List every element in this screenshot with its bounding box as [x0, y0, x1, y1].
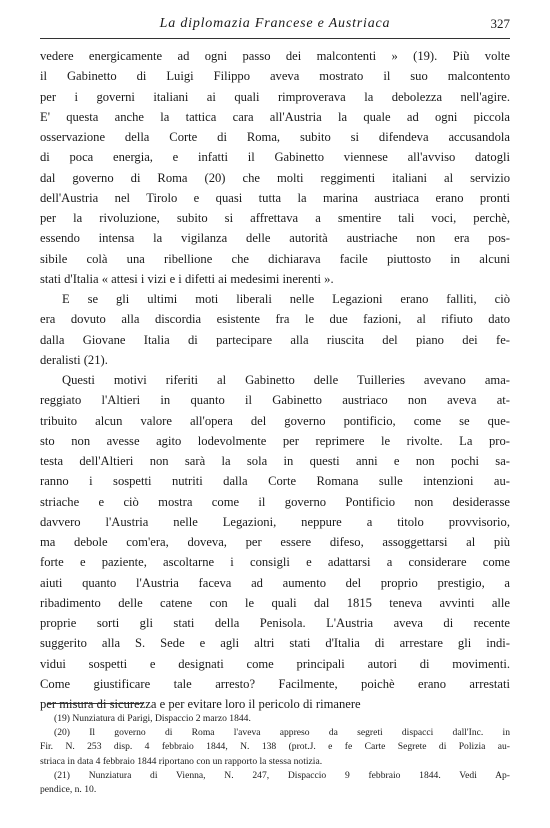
footnote-line: striaca in data 4 febbraio 1844 riportano con un rapporto la stessa notizia. — [40, 755, 323, 767]
body-text — [40, 46, 510, 714]
text-line: dell'Austria nel Tirolo e quasi tutta la marina austriaca erano pronti — [40, 190, 510, 205]
text-line: essendo intensa la vigilanza delle autorità austriache non era pos- — [40, 231, 510, 246]
footnotes — [40, 712, 510, 797]
text-line: testa dell'Altieri non sarà la sola in questi anni e non pochi sa- — [40, 454, 510, 468]
text-line: il Gabinetto di Luigi Filippo aveva mostrato il suo malcontento — [40, 69, 510, 84]
text-line: dalla Giovane Italia di partecipare alla riuscita del piano dei fe- — [40, 332, 510, 347]
text-line: proprie sorti gli stati della Penisola. L'Austria aveva di recente — [40, 616, 510, 630]
footnote-line: (19) Nunziatura di Parigi, Dispaccio 2 marzo 1844. — [54, 713, 251, 724]
text-line: tribuito alcun valore all'opera del governo pontificio, come se que- — [40, 413, 510, 428]
text-line: E' questa anche la tattica cara all'Austria la quale ad ogni piccola — [40, 109, 510, 124]
text-line: ribadimento delle catene con le quali dal 1815 teneva avvinti alle — [40, 595, 510, 610]
text-line: deralisti (21). — [40, 352, 108, 367]
text-line: Come giustificare tale arresto? Facilmente, poichè erano arrestati — [40, 676, 510, 691]
footnote-line: pendice, n. 10. — [40, 783, 97, 795]
text-line: sto non avesse agito lodevolmente per reprimere le rivolte. La pro- — [40, 433, 510, 448]
text-line: vidui sospetti e designati come principali autori di movimenti. — [40, 656, 510, 671]
page-number: 327 — [490, 16, 510, 31]
running-title: La diplomazia Francese e Austriaca — [159, 16, 391, 31]
text-line: E se gli ultimi moti liberali nelle Legazioni erano falliti, ciò — [62, 292, 510, 306]
text-line: stati d'Italia « attesi i vizi e i difetti ai medesimi inerenti ». — [40, 271, 334, 286]
text-line: ma debole com'era, doveva, per essere difeso, assoggettarsi al più — [40, 535, 510, 549]
text-line: Questi motivi riferiti al Gabinetto delle Tuilleries avevano ama- — [62, 373, 510, 387]
text-line: per la rivoluzione, subito si affrettava a smentire tali voci, perchè, — [40, 211, 510, 225]
text-line: dal governo di Roma (20) che molti reggimenti italiani al servizio — [40, 170, 510, 185]
text-line: davvero l'Austria nelle Legazioni, neppure a titolo provvisorio, — [40, 514, 510, 529]
footnote-divider — [48, 703, 143, 704]
text-line: era dovuto alla discordia esistente fra le due fazioni, al rifiuto dato — [40, 312, 510, 327]
footnote — [40, 712, 510, 726]
footnote-line: Fir. N. 253 disp. 4 febbraio 1844, N. 138 (prot.J. e fe Carte Segrete di Polizia au- — [40, 741, 510, 753]
text-line: di poca energia, e infatti il Gabinetto viennese all'avviso datogli — [40, 150, 510, 165]
text-line: osservazione della Corte di Roma, subito si difendeva accusandola — [40, 130, 510, 144]
text-line: suggerito alla S. Sede e agli altri stati d'Italia di arrestare gli indi- — [40, 636, 510, 651]
paragraph — [40, 370, 510, 714]
footnote-line: (21) Nunziatura di Vienna, N. 247, Dispaccio 9 febbraio 1844. Vedi Ap- — [54, 769, 510, 781]
text-line: forte e paziente, ascoltarne i consigli e adattarsi a considerare come — [40, 555, 510, 570]
text-line: per misura di sicurezza e per evitare loro il pericolo di rimanere — [40, 697, 361, 711]
header-divider — [40, 38, 510, 39]
text-line: vedere energicamente ad ogni passo dei malcontenti » (19). Più volte — [40, 49, 510, 63]
text-line: sibile colà una ribellione che dichiarava facile piuttosto in alcuni — [40, 251, 510, 266]
footnote — [40, 769, 510, 797]
paragraph — [40, 46, 510, 289]
text-line: per i governi italiani ai quali rimproverava la debolezza nell'agire. — [40, 89, 510, 104]
paragraph — [40, 289, 510, 370]
text-line: striache e ciò mostra come il governo Pontificio non desiderasse — [40, 494, 510, 509]
text-line: reggiato l'Altieri in quanto il Gabinetto austriaco non aveva at- — [40, 393, 510, 408]
text-line: aiuti quanto l'Austria faceva ad aumento del proprio prestigio, a — [40, 575, 510, 590]
footnote-line: (20) Il governo di Roma l'aveva appreso da segreti dispacci dall'Inc. in — [54, 727, 510, 739]
running-header — [40, 16, 510, 34]
text-line: ranno i sospetti nutriti dalla Corte Romana sulle intenzioni au- — [40, 474, 510, 489]
footnote — [40, 726, 510, 769]
